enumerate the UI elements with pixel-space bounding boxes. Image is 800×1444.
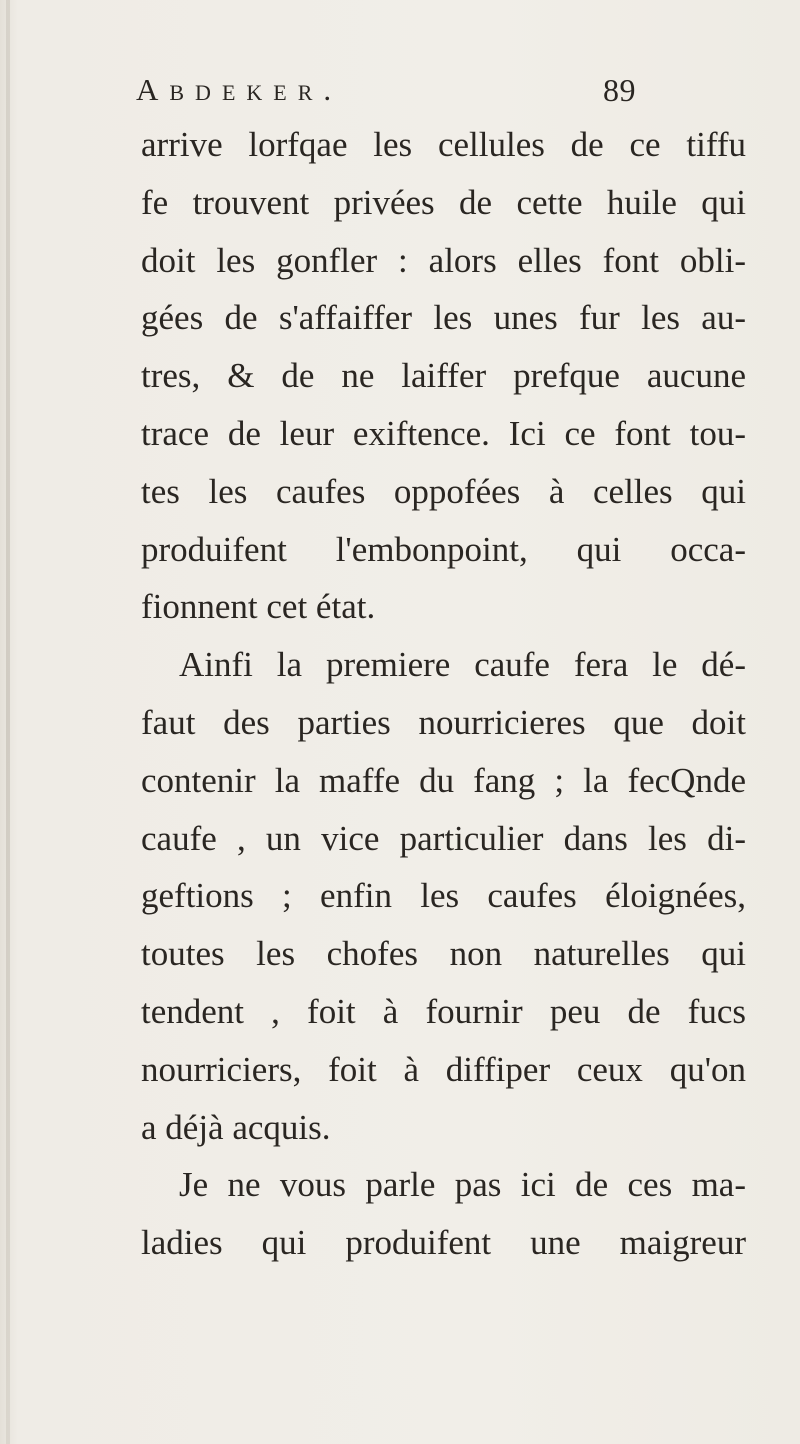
running-head [136, 72, 636, 112]
text-line: fionnent cet état. [141, 587, 376, 627]
text-line: arrive lorfqae les cellules de ce tiffu [141, 125, 746, 164]
text-line: toutes les chofes non naturelles qui [141, 934, 746, 974]
running-title: Abdeker. [136, 72, 343, 107]
text-line: doit les gonfler : alors elles font obli- [141, 240, 746, 280]
text-line: faut des parties nourricieres que doit [141, 702, 746, 742]
text-line: Ainfi la premiere caufe fera le dé- [179, 645, 746, 685]
text-line: produifent l'embonpoint, qui occa- [141, 529, 746, 569]
text-line: tes les caufes oppofées à celles qui [141, 471, 746, 511]
text-line: tres, & de ne laiffer prefque aucune [141, 356, 746, 396]
page-number: 89 [603, 72, 636, 108]
text-line: nourriciers, foit à diffiper ceux qu'on [141, 1049, 746, 1089]
text-line: contenir la maffe du fang ; la fecQnde [141, 760, 746, 800]
text-line: fe trouvent privées de cette huile qui [141, 182, 746, 222]
text-line: caufe , un vice particulier dans les di- [141, 818, 746, 858]
text-line: trace de leur exiftence. Ici ce font tou- [141, 413, 746, 453]
text-line: tendent , foit à fournir peu de fucs [141, 991, 746, 1031]
body-text [141, 116, 746, 1272]
page-gutter [6, 0, 10, 1444]
text-line: Je ne vous parle pas ici de ces ma- [179, 1165, 746, 1205]
text-line: ladies qui produifent une maigreur [141, 1223, 746, 1263]
text-line: gées de s'affaiffer les unes fur les au- [141, 298, 746, 338]
text-line: geftions ; enfin les caufes éloignées, [141, 876, 746, 916]
text-line: a déjà acquis. [141, 1107, 331, 1147]
